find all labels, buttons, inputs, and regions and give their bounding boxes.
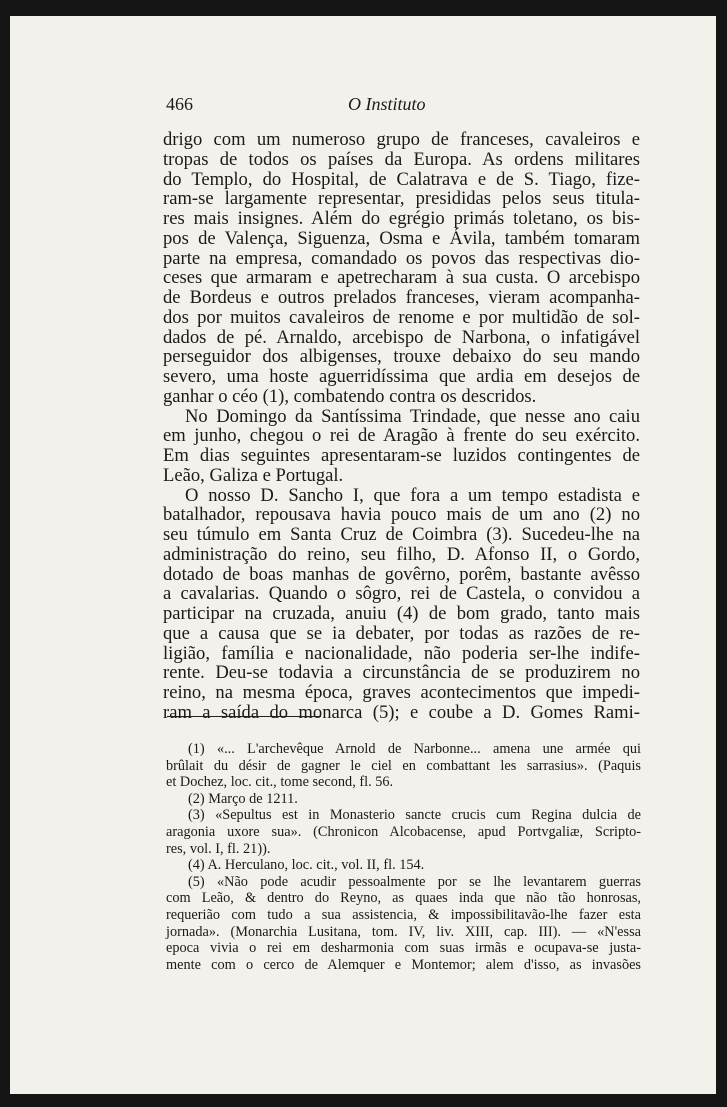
body-line: pos de Valença, Siguenza, Osma e Ávila, também tomaram (163, 227, 640, 249)
body-line: administração do reino, seu filho, D. Afonso II, o Gordo, (163, 543, 640, 565)
body-line: ganhar o céo (1), combatendo contra os descridos. (163, 385, 537, 407)
body-line: batalhador, repousava havia pouco mais de um ano (2) no (163, 504, 640, 526)
body-line: rente. Deu-se todavia a circunstância de se produzirem no (163, 662, 640, 684)
footnote-line: et Dochez, loc. cit., tome second, fl. 56. (166, 774, 394, 791)
body-line: participar na cruzada, anuiu (4) de bom grado, tanto mais (163, 603, 640, 624)
body-line: ligião, família e nacionalidade, não poderia ser-lhe indife- (163, 642, 640, 664)
body-line: do Templo, do Hospital, de Calatrava e de S. Tiago, fize- (163, 168, 640, 190)
body-line: Leão, Galiza e Portugal. (163, 464, 344, 486)
footnote-line: requerião com tudo a sua assistencia, & impossibilitavão-lhe fazer esta (166, 906, 641, 923)
footnote-line: com Leão, & dentro do Reyno, as quaes inda que não tão honrosas, (166, 890, 641, 907)
body-line: dotado de boas manhas de govêrno, porêm, bastante avêsso (163, 563, 640, 585)
footnote-line: jornada». (Monarchia Lusitana, tom. IV, liv. XIII, cap. III). — «N'essa (166, 923, 641, 940)
footnote-line: epoca vivia o rei em desharmonia com suas irmãs e ocupava-se justa- (166, 940, 641, 957)
footnote-line: (1) «... L'archevêque Arnold de Narbonne... amena une armée qui (188, 741, 641, 757)
body-line: ram a saída do monarca (5); e coube a D. Gomes Rami- (163, 701, 640, 723)
body-line: No Domingo da Santíssima Trindade, que nesse ano caiu (185, 405, 640, 427)
footnote-line: mente com o cerco de Alemquer e Montemor; alem d'isso, as invasões (166, 956, 641, 973)
footnotes (166, 741, 641, 973)
body-line: drigo com um numeroso grupo de franceses, cavaleiros e (163, 129, 640, 150)
footnote-separator (167, 716, 321, 717)
body-line: Em dias seguintes apresentaram-se luzidos contingentes de (163, 445, 640, 466)
running-title: O Instituto (348, 94, 426, 114)
running-header (166, 94, 608, 120)
book-page (10, 16, 716, 1094)
footnote-line: res, vol. I, fl. 21)). (166, 840, 271, 857)
footnote-line: (4) A. Herculano, loc. cit., vol. II, fl. 154. (188, 857, 425, 874)
body-line: dados de pé. Arnaldo, arcebispo de Narbona, o infatigável (163, 326, 640, 348)
body-line: de Bordeus e outros prelados franceses, vieram acompanha- (163, 287, 640, 308)
footnote-line: (5) «Não pode acudir pessoalmente por se lhe levantarem guerras (188, 873, 641, 890)
body-line: tropas de todos os países da Europa. As ordens militares (163, 148, 640, 170)
body-line: O nosso D. Sancho I, que fora a um tempo estadista e (185, 484, 640, 506)
body-line: parte na empresa, comandado os povos das respectivas dio- (163, 247, 640, 269)
footnote-line: aragonia uxore sua». (Chronicon Alcobacense, apud Portvgaliæ, Scripto- (166, 823, 641, 840)
body-line: a cavalarias. Quando o sôgro, rei de Castela, o convidou a (163, 583, 640, 605)
body-line: dos por muitos cavaleiros de renome e por multidão de sol- (163, 306, 640, 328)
footnote-line: (3) «Sepultus est in Monasterio sancte crucis cum Regina dulcia de (188, 807, 641, 824)
body-line: perseguidor dos albigenses, trouxe debaixo do seu mando (163, 346, 640, 368)
body-text (163, 130, 640, 723)
body-line: em junho, chegou o rei de Aragão à frente do seu exército. (163, 425, 640, 447)
body-line: ceses que armaram e apetrecharam à sua custa. O arcebispo (163, 267, 640, 289)
page-number: 466 (166, 94, 193, 114)
body-line: que a causa que se ia debater, por todas as razões de re- (163, 622, 640, 644)
body-line: seu túmulo em Santa Cruz de Coimbra (3). Sucedeu-lhe na (163, 524, 640, 545)
body-line: res mais insignes. Além do egrégio primás toletano, os bis- (163, 208, 640, 229)
body-line: ram-se largamente representar, presididas pelos seus titula- (163, 188, 640, 210)
footnote-line: brûlait du désir de gagner le ciel en combattant les sarrasius». (Paquis (166, 757, 641, 774)
body-line: reino, na mesma época, graves acontecimentos que impedi- (163, 682, 640, 703)
body-line: severo, uma hoste aguerridíssima que ardia em desejos de (163, 366, 640, 387)
footnote-line: (2) Março de 1211. (188, 790, 298, 807)
